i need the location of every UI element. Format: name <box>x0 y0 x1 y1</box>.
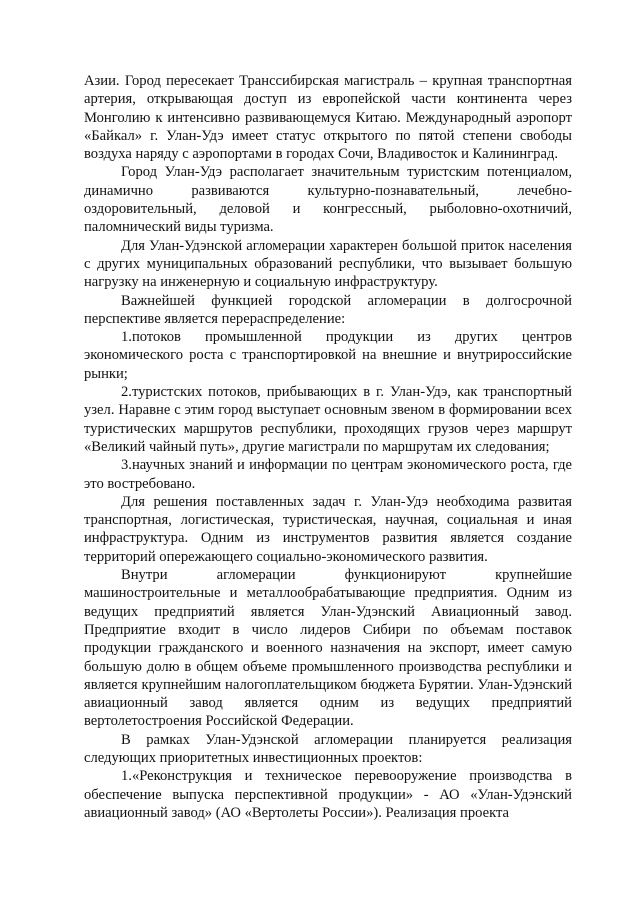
list-item <box>84 383 572 456</box>
list-item-text: потоков промышленной продукции из других центров экономического роста с транспортировкой на внешние и внутрироссийские рынки; <box>84 329 572 382</box>
list-item <box>84 456 572 493</box>
paragraph: Для Улан-Удэнской агломерации характерен большой приток населения с других муниципальных образований республики, что вызывает большую нагрузку на инженерную и социальную инфраструктуру. <box>84 237 572 291</box>
paragraph: Город Улан-Удэ располагает значительным туристским потенциалом, динамично развиваются культурно-познавательный, лечебно-оздоровительный, деловой и конгрессный, рыболовно-охотничий, паломнический виды туризма. <box>84 164 572 236</box>
list-number: 1. <box>121 768 132 785</box>
paragraph: Для решения поставленных задач г. Улан-Удэ необходима развитая транспортная, логистическая, туристическая, научная, социальная и иная инфраструктура. Одним из инструментов развития является создание территорий опережающего социально-экономического развития. <box>84 493 572 565</box>
paragraph: Азии. Город пересекает Транссибирская магистраль – крупная транспортная артерия, открывающая доступ из европейской части континента через Монголию к интенсивно развивающемуся Китаю. Международный аэропорт «Байкал» г. Улан-Удэ имеет статус открытого по пятой степени свободы воздуха наряду с аэропортами в городах Сочи, Владивосток и Калининград. <box>84 73 572 163</box>
list-number: 3. <box>121 457 132 474</box>
paragraph: В рамках Улан-Удэнской агломерации планируется реализация следующих приоритетных инвестиционных проектов: <box>84 731 572 766</box>
list-item-text: туристских потоков, прибывающих в г. Улан-Удэ, как транспортный узел. Наравне с этим город выступает основным звеном в формировании всех туристических маршрутов республики, проходящих грузов через маршрут «Великий чайный путь», другие магистрали по маршрутам их следования; <box>84 384 572 455</box>
list-item <box>84 328 572 383</box>
list-item-text: научных знаний и информации по центрам экономического роста, где это востребовано. <box>84 457 572 492</box>
paragraph: Внутри агломерации функционируют крупнейшие машиностроительные и металлообрабатывающие предприятия. Одним из ведущих предприятий является Улан-Удэнский Авиационный завод. Предприятие входит в число лидеров Сибири по объемам поставок продукции гражданского и военного назначения на экспорт, имеет самую большую долю в общем объеме промышленного производства республики и является крупнейшим налогоплательщиком бюджета Бурятии. Улан-Удэнский авиационный завод является одним из ведущих предприятий вертолетостроения Российской Федерации. <box>84 567 572 730</box>
list-number: 1. <box>121 329 132 346</box>
list-item <box>84 767 572 822</box>
list-number: 2. <box>121 384 132 401</box>
list-item-text: «Реконструкция и техническое перевооружение производства в обеспечение выпуска перспективной продукции» - АО «Улан-Удэнский авиационный завод» (АО «Вертолеты России»). Реализация проекта <box>84 768 572 821</box>
paragraph: Важнейшей функцией городской агломерации в долгосрочной перспективе является перераспределение: <box>84 292 572 327</box>
document-page <box>84 72 572 822</box>
